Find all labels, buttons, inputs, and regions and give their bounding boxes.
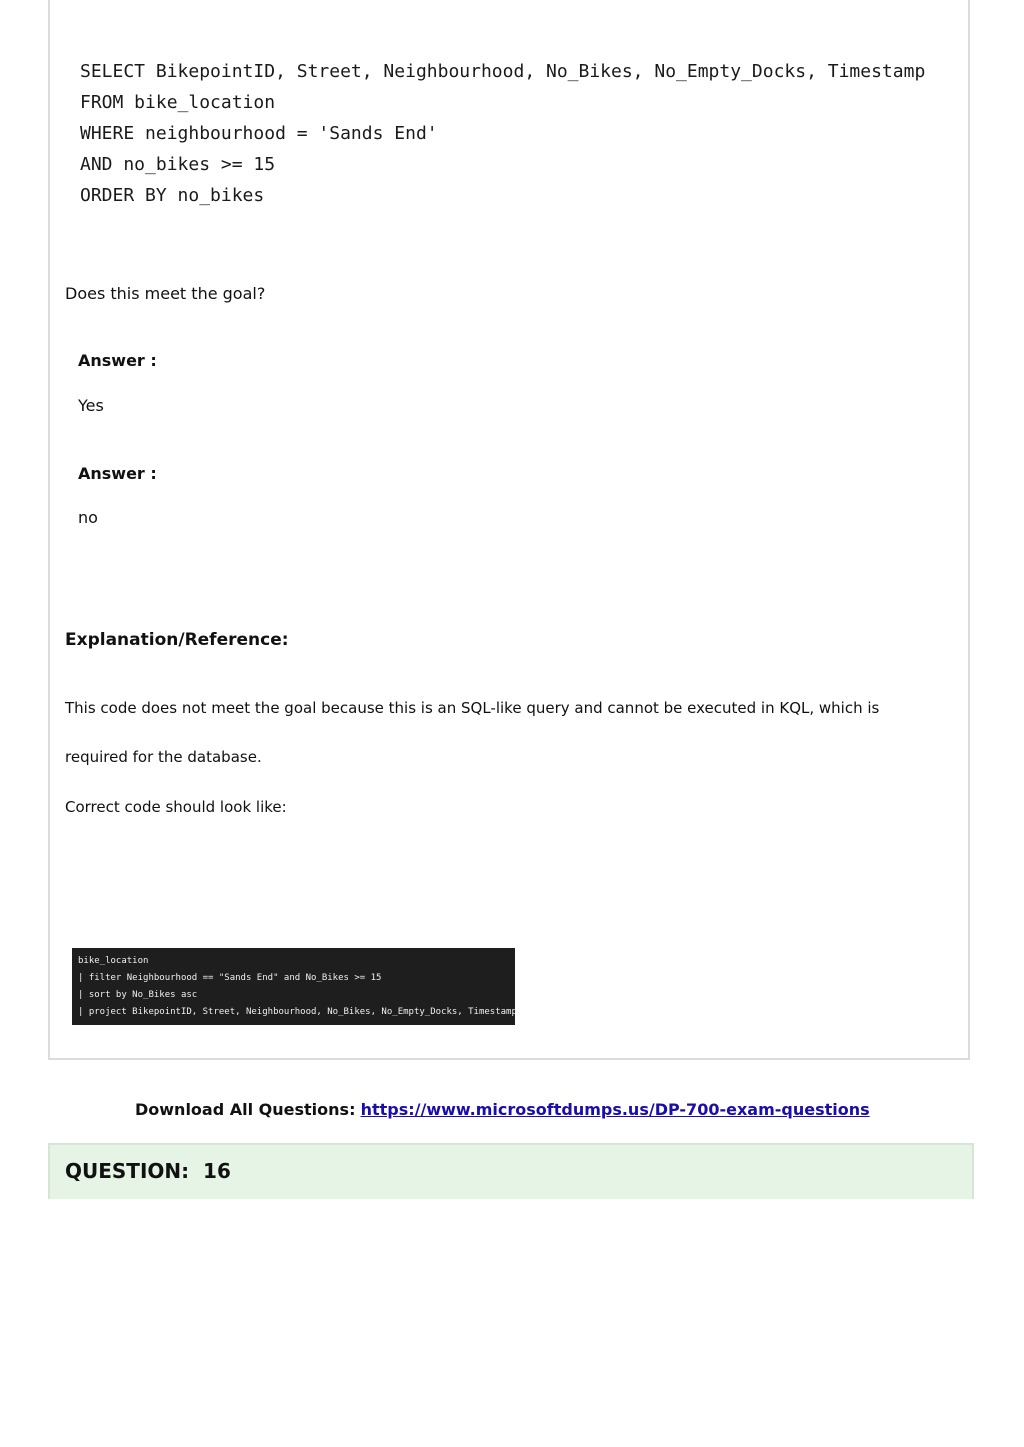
explanation-text: required for the database.: [65, 748, 262, 766]
sql-line: WHERE neighbourhood = 'Sands End': [80, 123, 438, 144]
kql-line: | filter Neighbourhood == "Sands End" and No_Bikes >= 15: [78, 973, 382, 983]
question-prompt: Does this meet the goal?: [65, 284, 266, 303]
kql-line: | sort by No_Bikes asc: [78, 990, 198, 1000]
answer-value: no: [78, 508, 98, 527]
sql-line: ORDER BY no_bikes: [80, 185, 265, 206]
answer-label: Answer :: [78, 464, 157, 483]
answer-label: Answer :: [78, 351, 157, 370]
kql-code-block: [72, 948, 515, 1025]
download-label: Download All Questions:: [135, 1100, 356, 1119]
sql-line: FROM bike_location: [80, 92, 276, 113]
download-line: [135, 1100, 870, 1119]
sql-line: SELECT BikepointID, Street, Neighbourhood, No_Bikes, No_Empty_Docks, Timestamp: [80, 61, 926, 82]
explanation-heading: Explanation/Reference:: [65, 630, 289, 650]
sql-line: AND no_bikes >= 15: [80, 154, 276, 175]
download-link[interactable]: https://www.microsoftdumps.us/DP-700-exam-questions: [360, 1100, 870, 1119]
question-header: [48, 1143, 974, 1199]
explanation-text: This code does not meet the goal because this is an SQL-like query and cannot be executed in KQL, which is: [65, 699, 880, 717]
question-title: QUESTION: 16: [65, 1159, 231, 1183]
answer-value: Yes: [78, 396, 104, 415]
kql-line: | project BikepointID, Street, Neighbourhood, No_Bikes, No_Empty_Docks, Timestamp: [78, 1007, 517, 1017]
explanation-text: Correct code should look like:: [65, 798, 287, 816]
sql-code-block: [80, 56, 925, 211]
kql-line: bike_location: [78, 956, 149, 966]
